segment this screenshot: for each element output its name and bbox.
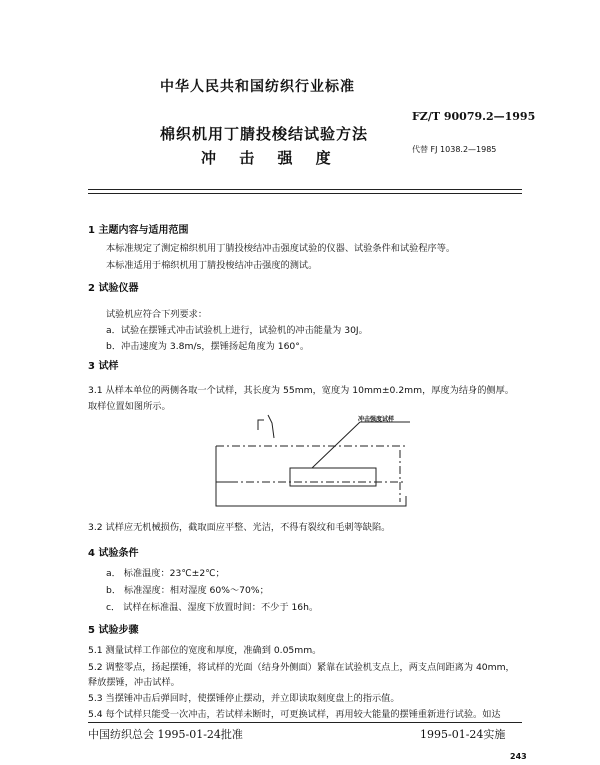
section-5-3-paragraph: 5.3 当摆锤冲击后弹回时，使摆锤停止摆动，并立即读取刻度盘上的指示值。 bbox=[88, 693, 400, 704]
section-4-item-b: b． 标准湿度：相对湿度 60%～70%； bbox=[106, 585, 269, 596]
section-3-heading: 3 试样 bbox=[88, 361, 119, 372]
implementation-note: 1995-01-24实施 bbox=[420, 728, 506, 741]
section-2-item-b: b．冲击速度为 3.8m/s，摆锤扬起角度为 160°。 bbox=[106, 341, 310, 352]
section-3-2-paragraph: 3.2 试样应无机械损伤，截取面应平整、光洁，不得有裂纹和毛刺等缺陷。 bbox=[88, 522, 391, 533]
section-5-heading: 5 试验步骤 bbox=[88, 625, 139, 636]
impact-specimen-rect bbox=[290, 468, 376, 486]
section-1-heading: 1 主题内容与适用范围 bbox=[88, 225, 189, 236]
section-4-heading: 4 试验条件 bbox=[88, 548, 139, 559]
figure-leader-line bbox=[312, 422, 360, 468]
section-5-2-paragraph: 5.2 调整零点，扬起摆锤，将试样的光面（结身外侧面）紧靠在试验机支点上，两支点间距离为 40mm， bbox=[88, 662, 515, 673]
figure-corner-mark bbox=[258, 420, 264, 430]
section-2-item-a: a．试验在摆锤式冲击试验机上进行，试验机的冲击能量为 30J。 bbox=[106, 325, 368, 336]
document-title: 棉织机用丁腈投梭结试验方法 bbox=[160, 125, 369, 143]
footer-rule bbox=[88, 722, 522, 723]
figure-break-line bbox=[268, 415, 274, 438]
figure-outline bbox=[216, 446, 406, 506]
section-5-4-paragraph: 5.4 每个试样只能受一次冲击，若试样未断时，可更换试样，再用较大能量的摆锤重新进行试验。如达 bbox=[88, 709, 501, 720]
section-2-heading: 2 试验仪器 bbox=[88, 283, 139, 294]
section-5-1-paragraph: 5.1 测量试样工作部位的宽度和厚度，准确到 0.05mm。 bbox=[88, 645, 322, 656]
header-rule-top bbox=[88, 189, 522, 190]
section-2-paragraph: 试验机应符合下列要求： bbox=[106, 309, 208, 320]
section-3-1-paragraph: 3.1 从样本单位的两侧各取一个试样，其长度为 55mm，宽度为 10mm±0.2mm，厚度为结身的侧厚。 bbox=[88, 385, 514, 396]
section-4-item-a: a． 标准温度：23℃±2℃； bbox=[106, 568, 225, 579]
header-rule-bottom bbox=[88, 193, 522, 194]
section-1-paragraph: 本标准规定了测定棉织机用丁腈投梭结冲击强度试验的仪器、试验条件和试验程序等。 bbox=[106, 243, 456, 254]
section-3-1-paragraph: 取样位置如图所示。 bbox=[88, 401, 171, 412]
figure-label: 冲击强度试样 bbox=[358, 416, 395, 423]
specimen-location-figure bbox=[200, 410, 430, 520]
replaces-note: 代替 FJ 1038.2—1985 bbox=[412, 145, 497, 154]
standard-code: FZ/T 90079.2—1995 bbox=[412, 110, 536, 123]
section-1-paragraph: 本标准适用于棉织机用丁腈投梭结冲击强度的测试。 bbox=[106, 260, 318, 271]
section-5-2-paragraph: 释放摆锤，冲击试样。 bbox=[88, 677, 180, 688]
approval-note: 中国纺织总会 1995-01-24批准 bbox=[88, 728, 243, 741]
document-subtitle: 冲 击 强 度 bbox=[201, 149, 340, 167]
standard-body: 中华人民共和国纺织行业标准 bbox=[160, 79, 355, 95]
page-number: 243 bbox=[510, 752, 527, 761]
section-4-item-c: c． 试样在标准温、湿度下放置时间：不少于 16h。 bbox=[106, 602, 319, 613]
